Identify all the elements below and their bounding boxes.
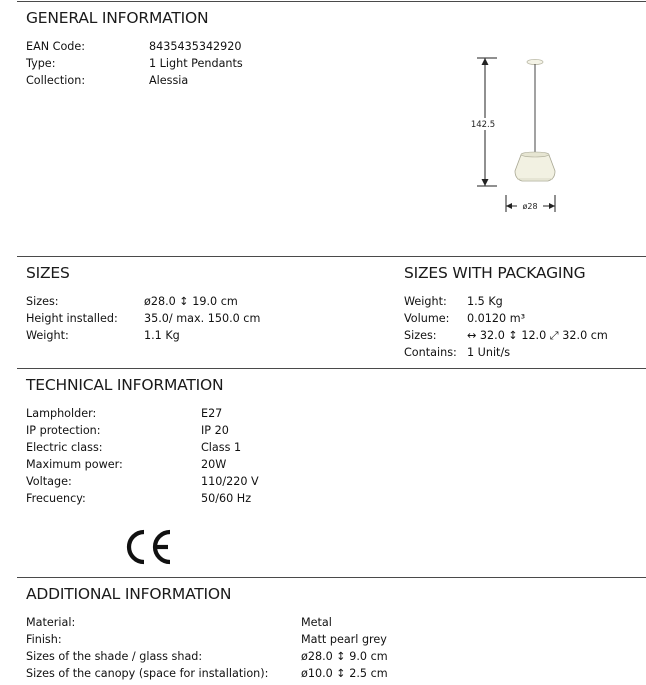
pendant-dimension-drawing [462, 52, 572, 217]
row-value: Metal [301, 616, 332, 629]
diameter-arrow-right [549, 203, 555, 209]
row-label: Maximum power: [26, 458, 123, 471]
row-label: Electric class: [26, 441, 103, 454]
row-value: 1 Light Pendants [149, 57, 243, 70]
row-value: Matt pearl grey [301, 633, 387, 646]
canopy [527, 59, 543, 64]
section-divider [17, 1, 646, 2]
row-value: ø10.0 ↕ 2.5 cm [301, 667, 388, 680]
row-value: 110/220 V [201, 475, 259, 488]
sizes-title: SIZES [26, 264, 70, 282]
row-label: Lampholder: [26, 407, 97, 420]
height-arrow-down [482, 179, 489, 186]
height-arrow-up [482, 58, 489, 65]
packaging-title: SIZES WITH PACKAGING [404, 264, 586, 282]
row-value: 20W [201, 458, 227, 471]
row-value: 1 Unit/s [467, 346, 511, 359]
row-value: ø28.0 ↕ 9.0 cm [301, 650, 388, 663]
row-value: IP 20 [201, 424, 229, 437]
row-value: Class 1 [201, 441, 242, 454]
row-label: Material: [26, 616, 76, 629]
technical-information-title: TECHNICAL INFORMATION [26, 376, 224, 394]
row-value: E27 [201, 407, 223, 420]
row-label: Volume: [404, 312, 450, 325]
row-value: 1.1 Kg [144, 329, 180, 342]
section-divider [17, 577, 646, 578]
ce-mark-icon [125, 528, 175, 568]
row-label: Sizes of the canopy (space for installation): [26, 667, 269, 680]
general-information-title: GENERAL INFORMATION [26, 9, 209, 27]
row-label: Finish: [26, 633, 62, 646]
row-label: Sizes: [404, 329, 437, 342]
row-label: Frecuency: [26, 492, 86, 505]
row-value: 8435435342920 [149, 40, 242, 53]
row-label: Sizes: [26, 295, 59, 308]
row-value: 1.5 Kg [467, 295, 503, 308]
row-value: ↔ 32.0 ↕ 12.0 ⤢ 32.0 cm [467, 329, 608, 342]
diameter-arrow-left [506, 203, 512, 209]
additional-information-title: ADDITIONAL INFORMATION [26, 585, 232, 603]
row-value: 35.0/ max. 150.0 cm [144, 312, 261, 325]
row-label: Weight: [404, 295, 447, 308]
diameter-label: ø28 [522, 202, 538, 211]
row-label: Height installed: [26, 312, 118, 325]
row-value: 0.0120 m³ [467, 312, 526, 325]
row-value: 50/60 Hz [201, 492, 252, 505]
row-label: EAN Code: [26, 40, 86, 53]
row-label: Type: [26, 57, 56, 70]
section-divider [17, 256, 646, 257]
row-label: Weight: [26, 329, 69, 342]
row-label: IP protection: [26, 424, 101, 437]
row-label: Contains: [404, 346, 457, 359]
section-divider [17, 368, 646, 369]
row-label: Voltage: [26, 475, 72, 488]
row-value: ø28.0 ↕ 19.0 cm [144, 295, 238, 308]
row-value: Alessia [149, 74, 189, 87]
height-label: 142.5 [470, 120, 496, 130]
row-label: Collection: [26, 74, 86, 87]
row-label: Sizes of the shade / glass shad: [26, 650, 203, 663]
